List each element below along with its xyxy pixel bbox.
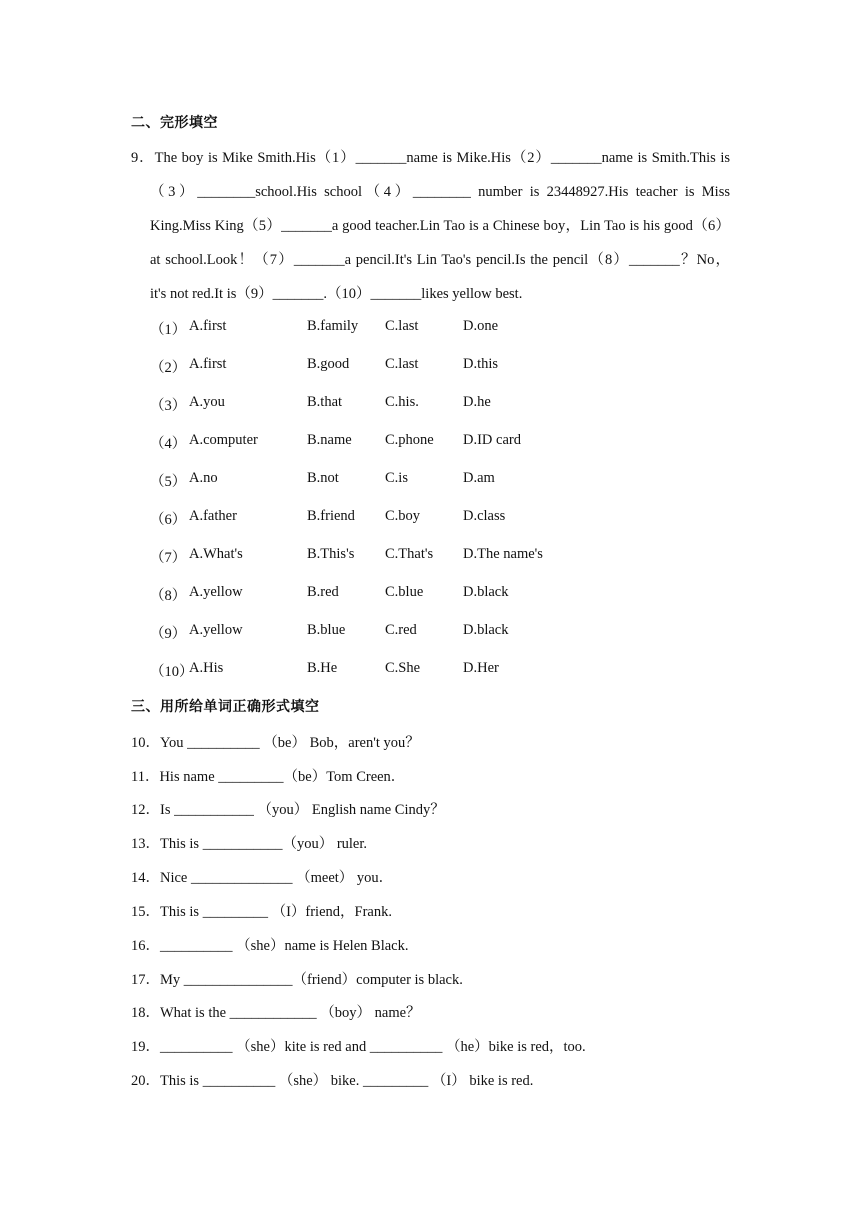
option-c: C.red (385, 622, 417, 638)
option-row (150, 622, 750, 642)
option-d: D.this (463, 356, 499, 372)
question-line: 18．What is the ____________ （boy） name？ (131, 1005, 421, 1021)
option-number: （2） (150, 360, 187, 376)
option-row (150, 584, 750, 604)
option-b: B.that (307, 394, 343, 410)
option-number: （5） (150, 474, 187, 490)
passage-line: King.Miss King（5）_______a good teacher.Lin Tao is a Chinese boy，Lin Tao is his good（6） (150, 218, 730, 234)
option-d: D.ID card (463, 432, 521, 448)
option-c: C.last (385, 318, 419, 334)
option-row (150, 356, 750, 376)
option-b: B.not (307, 470, 339, 486)
option-c: C.That's (385, 546, 434, 562)
passage-line: at school.Look！（7）_______a pencil.It's Lin Tao's pencil.Is the pencil（8）_______？No， (150, 252, 730, 268)
option-a: A.no (189, 470, 218, 486)
option-d: D.black (463, 584, 509, 600)
option-a: A.first (189, 318, 227, 334)
option-a: A.His (189, 660, 224, 676)
option-d: D.Her (463, 660, 499, 676)
section-heading-word-forms: 三、用所给单词正确形式填空 (131, 699, 320, 715)
option-number: （1） (150, 322, 187, 338)
option-c: C.blue (385, 584, 424, 600)
option-row (150, 432, 750, 452)
question-line: 14．Nice ______________ （meet） you． (131, 870, 394, 886)
question-line: 10．You __________ （be） Bob，aren't you？ (131, 735, 420, 751)
option-a: A.yellow (189, 622, 243, 638)
option-b: B.This's (307, 546, 355, 562)
option-a: A.you (189, 394, 225, 410)
question-line: 20．This is __________ （she） bike. _________ （I） bike is red. (131, 1073, 534, 1089)
option-number: （7） (150, 550, 187, 566)
option-row (150, 394, 750, 414)
option-c: C.his. (385, 394, 419, 410)
option-c: C.She (385, 660, 421, 676)
question-line: 12．Is ___________ （you） English name Cindy？ (131, 802, 445, 818)
option-row (150, 470, 750, 490)
option-b: B.name (307, 432, 352, 448)
option-c: C.phone (385, 432, 434, 448)
option-c: C.last (385, 356, 419, 372)
option-b: B.blue (307, 622, 346, 638)
option-number: （6） (150, 512, 187, 528)
option-b: B.friend (307, 508, 355, 524)
section-heading-cloze: 二、完形填空 (131, 115, 218, 131)
option-d: D.one (463, 318, 499, 334)
question-line: 13．This is ___________（you） ruler. (131, 836, 368, 852)
option-d: D.class (463, 508, 506, 524)
option-number: （8） (150, 588, 187, 604)
option-a: A.first (189, 356, 227, 372)
passage-line: 9．The boy is Mike Smith.His（1）_______name is Mike.His（2）_______name is Smith.This is (131, 150, 730, 166)
option-a: A.What's (189, 546, 243, 562)
option-row (150, 660, 750, 680)
option-d: D.black (463, 622, 509, 638)
option-a: A.computer (189, 432, 258, 448)
option-a: A.father (189, 508, 237, 524)
option-d: D.The name's (463, 546, 543, 562)
option-number: （10） (150, 664, 194, 680)
option-row (150, 318, 750, 338)
passage-line: it's not red.It is（9）_______.（10）_______likes yellow best. (150, 286, 523, 302)
option-number: （9） (150, 626, 187, 642)
option-c: C.boy (385, 508, 421, 524)
question-line: 16．__________ （she）name is Helen Black. (131, 938, 409, 954)
option-number: （4） (150, 436, 187, 452)
option-number: （3） (150, 398, 187, 414)
option-c: C.is (385, 470, 408, 486)
question-line: 11．His name _________（be）Tom Creen． (131, 769, 406, 785)
question-line: 15．This is _________ （I）friend，Frank. (131, 904, 392, 920)
option-row (150, 546, 750, 566)
option-b: B.family (307, 318, 359, 334)
option-d: D.am (463, 470, 495, 486)
option-b: B.He (307, 660, 338, 676)
option-d: D.he (463, 394, 491, 410)
question-line: 17．My _______________（friend）computer is black. (131, 972, 463, 988)
option-b: B.good (307, 356, 350, 372)
option-b: B.red (307, 584, 339, 600)
option-row (150, 508, 750, 528)
passage-line: （3）________school.His school（4）________ number is 23448927.His teacher is Miss (150, 184, 730, 200)
question-line: 19．__________ （she）kite is red and __________ （he）bike is red，too. (131, 1039, 586, 1055)
option-a: A.yellow (189, 584, 243, 600)
